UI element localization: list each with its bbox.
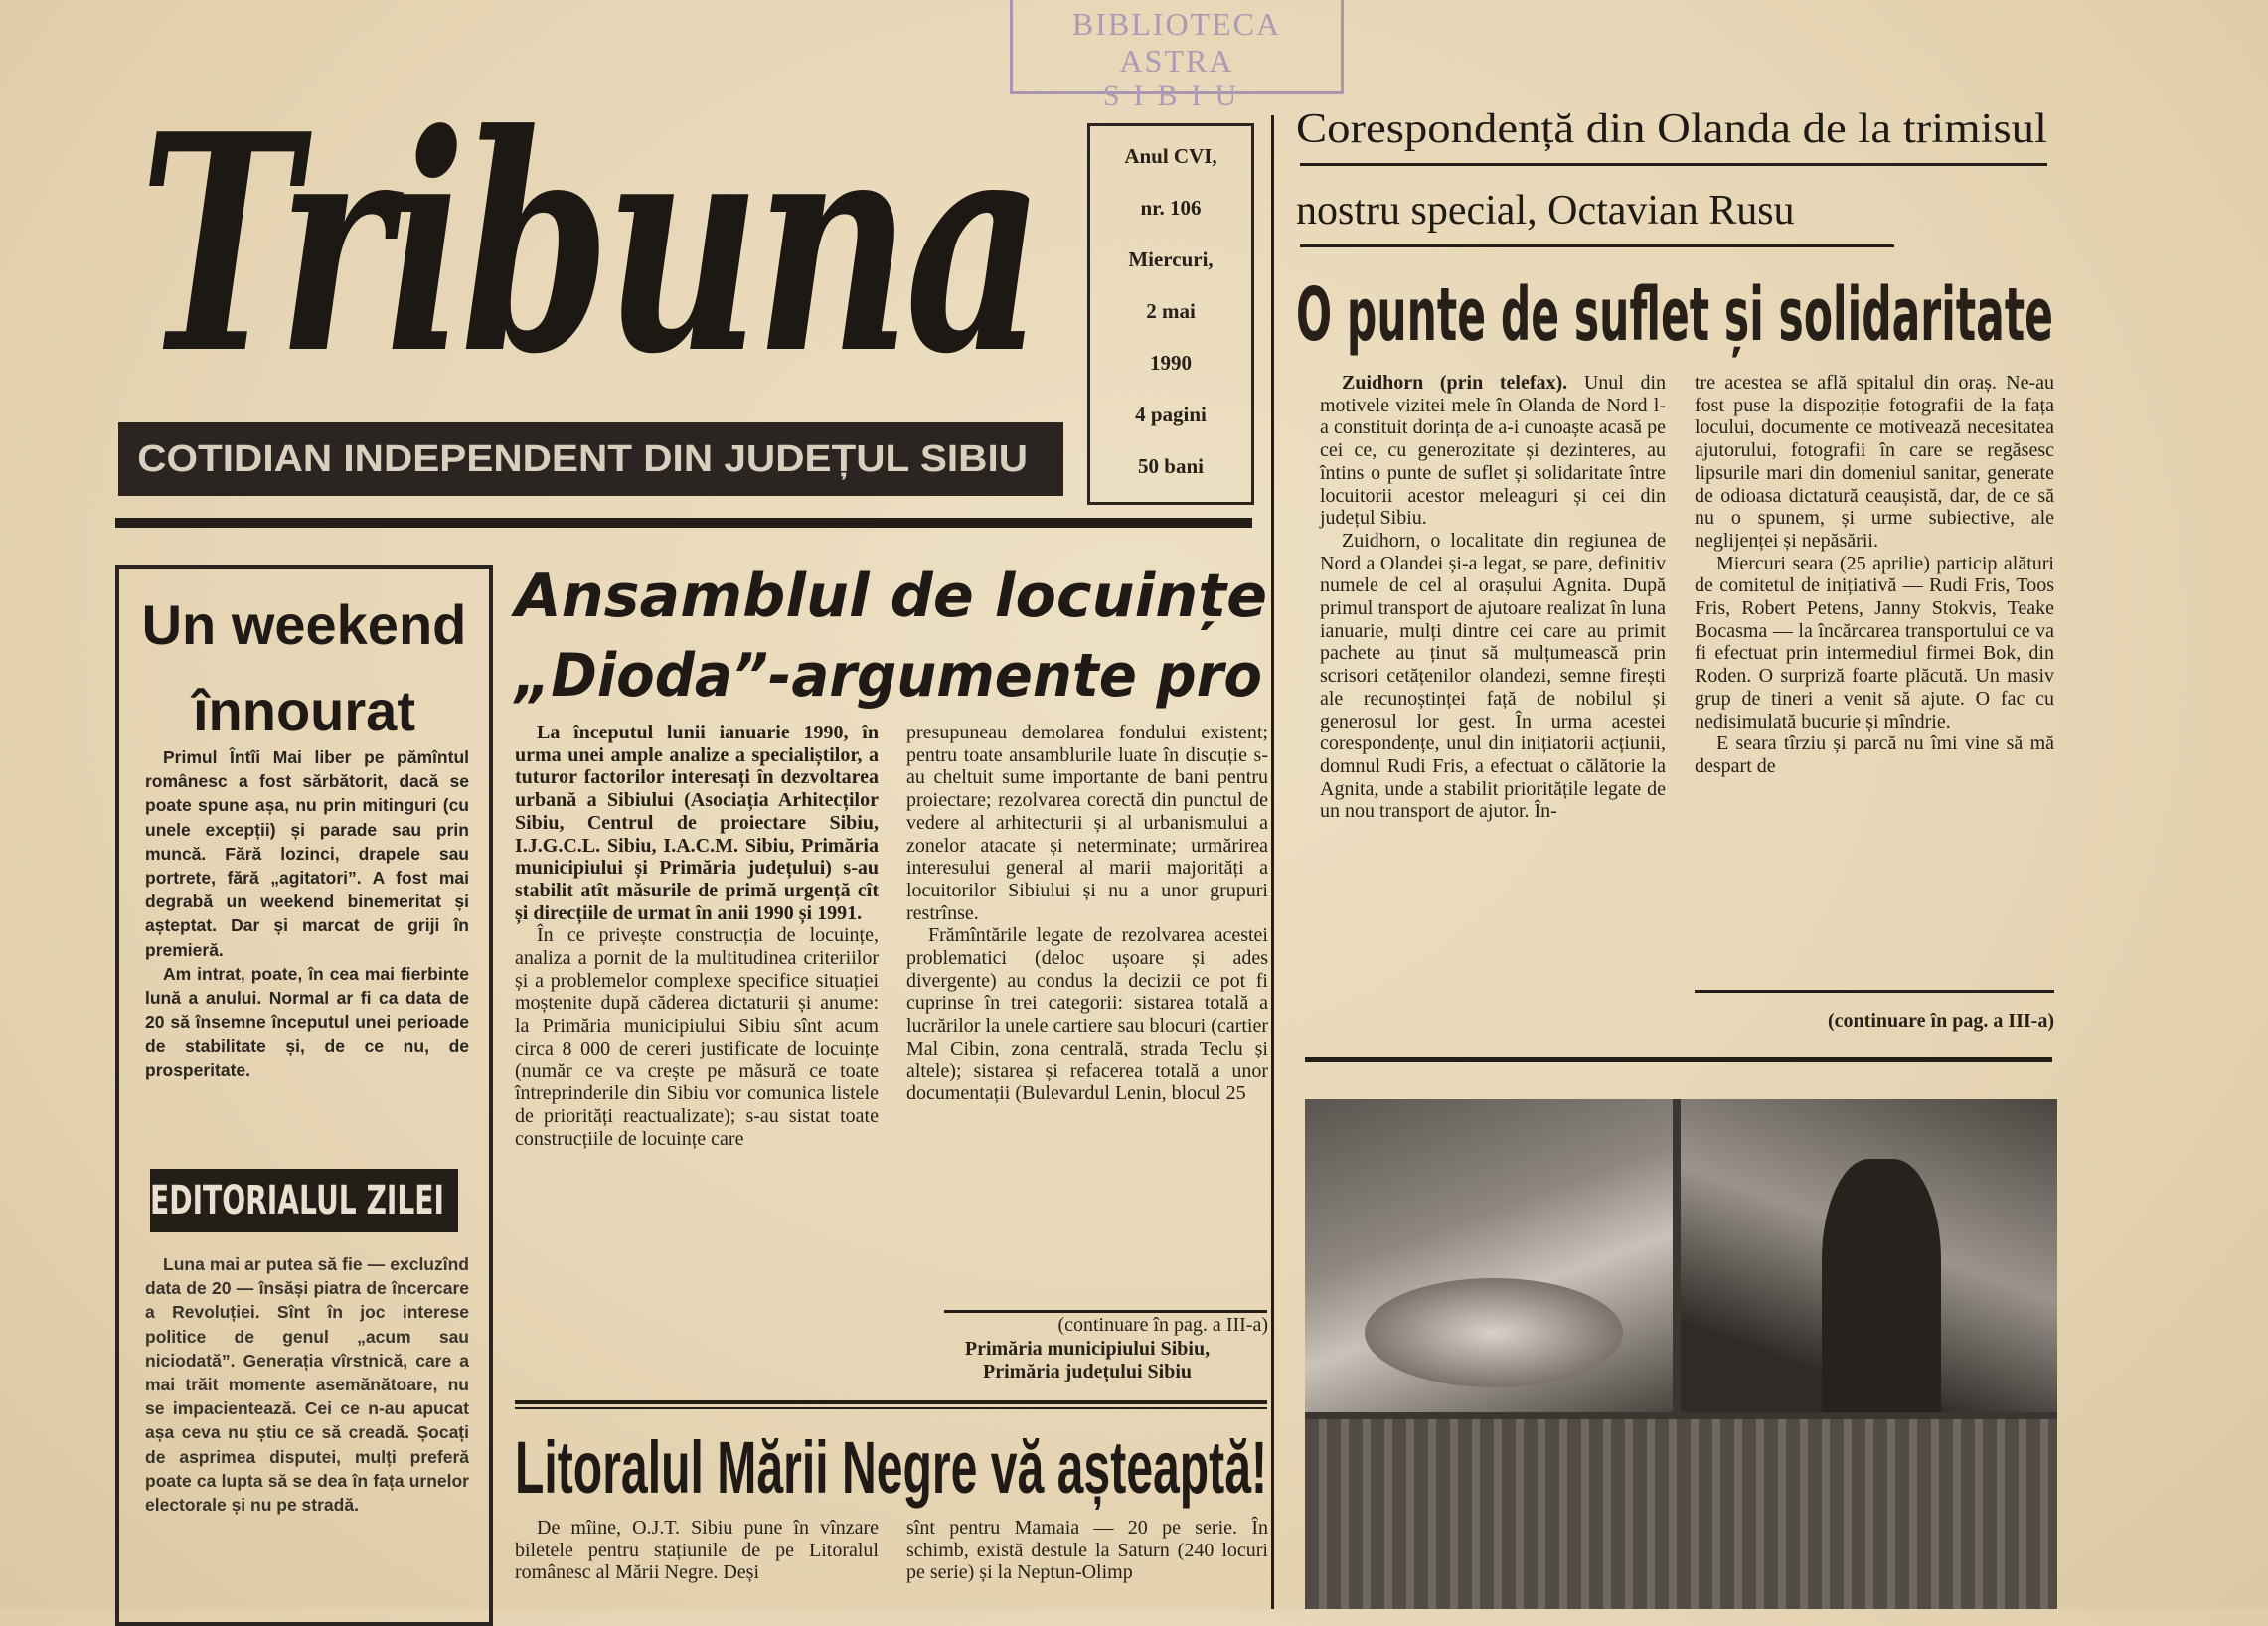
section-rule	[1305, 1057, 2052, 1062]
masthead-subtitle-bar	[118, 422, 1063, 496]
issue-price: 50 bani	[1138, 454, 1204, 478]
paragraph: Luna mai ar putea să fie — excluzînd data de 20 — însăși piatra de încercare a Revoluției. Sînt în joc interese politice de genul „acum sau niciodată”. Generația vîrstnică, care a mai trăit momente asemănătoare, nu se impacientează. Cei ce n-au apucat așa ceva nu știu ce să creadă. Șocați de asprimea disputei, mulți preferă poate ca lupta să se dea în fața urnelor electorale și nu pe stradă.	[145, 1254, 469, 1516]
issue-year: Anul CVI,	[1124, 144, 1217, 168]
right-kicker-2: nostru special, Octavian Rusu	[1296, 188, 1795, 234]
section-rule-top	[515, 1400, 1267, 1404]
title-text: O punte de suflet și solidaritate	[1296, 272, 2053, 358]
right-kicker-1	[1296, 105, 2047, 153]
paragraph: Am intrat, poate, în cea mai fierbinte lună a anului. Normal ar fi ca data de 20 să însemne începutul unei perioade de stabilitate și, de ce nu, de prosperitate.	[145, 963, 469, 1080]
paragraph: În ce privește construcția de locuințe, analiza a pornit de la multitudinea criteriilor și a problemelor complexe specifice situației moștenite după căderea dictaturii și anume: la Primăria municipiului Sibiu sînt acum circa 8 000 de cereri justificate de locuințe (număr ce va crește pe măsură ce toate întreprinderile din Sibiu vor comunica listele de priorități reactualizate); s-au sistat toate construcțiile de locuințe care	[515, 924, 879, 1150]
right-article-col-1	[1320, 372, 1666, 823]
paragraph: Unul din motivele vizitei mele în Olanda de Nord l-a constituit dorința de a-i cunoaște acasă pe cei ce, cu generozitate și dezinteres, au întins o punte de suflet și solidaritate între locuitorii acestor meleaguri și cei din județul Sibiu.	[1320, 372, 1667, 530]
library-stamp	[1010, 0, 1344, 112]
issue-date: 2 mai	[1146, 299, 1196, 323]
title-text: „Dioda”-argumente pro	[515, 641, 1262, 711]
editorial-label-text: EDITORIALUL ZILEI	[150, 1178, 444, 1223]
title-text: Ansamblul de locuințe	[515, 562, 1267, 631]
masthead-subtitle: COTIDIAN INDEPENDENT DIN JUDEȚUL SIBIU	[137, 438, 1028, 480]
continuation-rule	[944, 1310, 1267, 1313]
middle-article-title-2	[515, 641, 1313, 711]
middle-article-title-1	[515, 562, 1267, 631]
paragraph: Miercuri seara (25 aprilie) particip alături de comitetul de inițiativă — Rudi Fris, Toos Fris, Robert Petens, Janny Stokvis, Teake Bocasma — la încărcarea transportului ce va fi efectuat prin intermediul firmei Bok, din Roden. O surpriză foarte plăcută. Un masiv grup de tineri a venit să ajute. O fac cu nedisimulată bucurie și mîndrie.	[1695, 552, 2054, 732]
paragraph: Zuidhorn, o localitate din regiunea de Nord a Olandei și-a legat, se pare, definitiv numele de cel al orașului Agnita. După primul transport de ajutoare realizat în luna ianuarie, mulți dintre cei care au primit pachete au ținut să mulțumească prin scrisori cetățenilor olandezi, semne firești ale recunoștinței față de nobilul și generosul lor gest. În urma acestei corespondențe, unul din inițiatorii acțiunii, domnul Rudi Fris, a efectuat o călătorie la Agnita, unde a stabilit prioritățile legate de un nou transport de ajutor. În-	[1320, 529, 1666, 823]
paragraph: De mîine, O.J.T. Sibiu pune în vînzare biletele pentru stațiunile de pe Litoralul românesc al Mării Negre. Deși	[515, 1517, 879, 1584]
kicker-rule-2	[1300, 244, 1894, 247]
news-photo	[1305, 1099, 2057, 1609]
paragraph: tre acestea se află spitalul din oraș. Ne-au fost puse la dispoziție fotografii de la fața locului, documente ce motivează necesitatea ajutorului, fotografii în care se regăsesc lipsurile mari din domeniul sanitar, generate de odioasa dictatură ceaușistă, dar, de ce să nu o spunem, și urme subiective, ale neglijenței și nepăsării.	[1695, 372, 2054, 552]
right-continuation: (continuare în pag. a III-a)	[1828, 1010, 2054, 1032]
issue-pages: 4 pagini	[1135, 403, 1207, 426]
section-rule-bottom	[515, 1407, 1267, 1409]
issue-info-box	[1087, 123, 1254, 505]
editorial-body	[145, 1252, 469, 1517]
middle-article-col-2	[906, 722, 1268, 1105]
column-divider	[1271, 115, 1274, 1609]
newspaper-logo: Tribuna	[139, 69, 1039, 419]
editorial-label	[150, 1169, 458, 1232]
stamp-line-1: BIBLIOTECA ASTRA	[1071, 6, 1282, 79]
kicker-text: Corespondență din Olanda de la trimisul	[1296, 106, 2047, 152]
middle-continuation: (continuare în pag. a III-a)	[1057, 1314, 1268, 1336]
continuation-rule	[1695, 990, 2054, 993]
dateline: Zuidhorn (prin telefax).	[1342, 372, 1568, 394]
paragraph: Frămîntările legate de rezolvarea acestei problematici (deloc ușoare și ades divergente) au condus la decizii ce pot fi cuprinse în trei categorii: sistarea totală a lucrărilor la unele cartiere sau blocuri (cartier Mal Cibin, zona centrală, strada Teclu și altele); sistarea și refacerea totală a unor documentații (Bulevardul Lenin, blocul 25	[906, 924, 1268, 1105]
middle-article-col-1	[515, 722, 879, 1150]
left-article-title-1: Un weekend	[141, 593, 467, 656]
kicker-rule-1	[1300, 163, 2047, 166]
issue-year-number: 1990	[1150, 351, 1192, 375]
litoral-col-2	[906, 1517, 1268, 1584]
left-article-title-2: înnourat	[193, 679, 415, 741]
paragraph: presupuneau demolarea fondului existent; pentru toate ansamblurile luate în discuție s-au cheltuit sume importante de bani pentru proiectare; rezolvarea corectă din punctul de vedere al arhitecturii și al urbanismului a zonelor atacate și neterminate; urmărirea interesului general al marii majorități a locuitorilor Sibiului și nu a unor grupuri restrînse.	[906, 722, 1268, 924]
left-article-body	[145, 745, 469, 1082]
issue-number: nr. 106	[1140, 196, 1202, 220]
signature-line-1: Primăria municipiului Sibiu,	[964, 1338, 1211, 1360]
paragraph: sînt pentru Mamaia — 20 pe serie. În schimb, există destule la Saturn (240 locuri pe serie) și la Neptun-Olimp	[906, 1517, 1268, 1584]
paragraph: La începutul lunii ianuarie 1990, în urma unei ample analize a specialiștilor, a tuturor factorilor interesați în dezvoltarea urbană a Sibiului (Asociația Arhitecților Sibiu, Centrul de proiectare Sibiu, I.J.G.C.L. Sibiu, I.A.C.M. Sibiu, Primăria municipiului și Primăria județului) s-au stabilit atît măsurile de primă urgență cît și direcțiile de urmat în anii 1990 și 1991.	[515, 722, 879, 924]
paragraph: E seara tîrziu și parcă nu îmi vine să mă despart de	[1695, 732, 2054, 777]
paragraph: Primul Întîi Mai liber pe pămîntul românesc a fost sărbătorit, dacă se poate spune așa, nu prin mitinguri (cu unele excepții) și parade sau prin muncă. Fără lozinci, drapele sau portrete, fără „agitatori”. A fost mai degrabă un weekend binemeritat și așteptat. Dar și marcat de griji în premieră.	[145, 747, 469, 960]
title-text: Litoralul Mării Negre vă așteaptă!	[515, 1426, 1267, 1509]
litoral-col-1	[515, 1517, 879, 1584]
masthead-divider	[115, 518, 1252, 528]
issue-weekday: Miercuri,	[1128, 247, 1214, 271]
right-article-col-2	[1695, 372, 2054, 778]
stamp-line-2: SIBIU	[1102, 80, 1251, 112]
right-article-title	[1296, 272, 2268, 358]
signature-line-2: Primăria județului Sibiu	[982, 1361, 1193, 1382]
